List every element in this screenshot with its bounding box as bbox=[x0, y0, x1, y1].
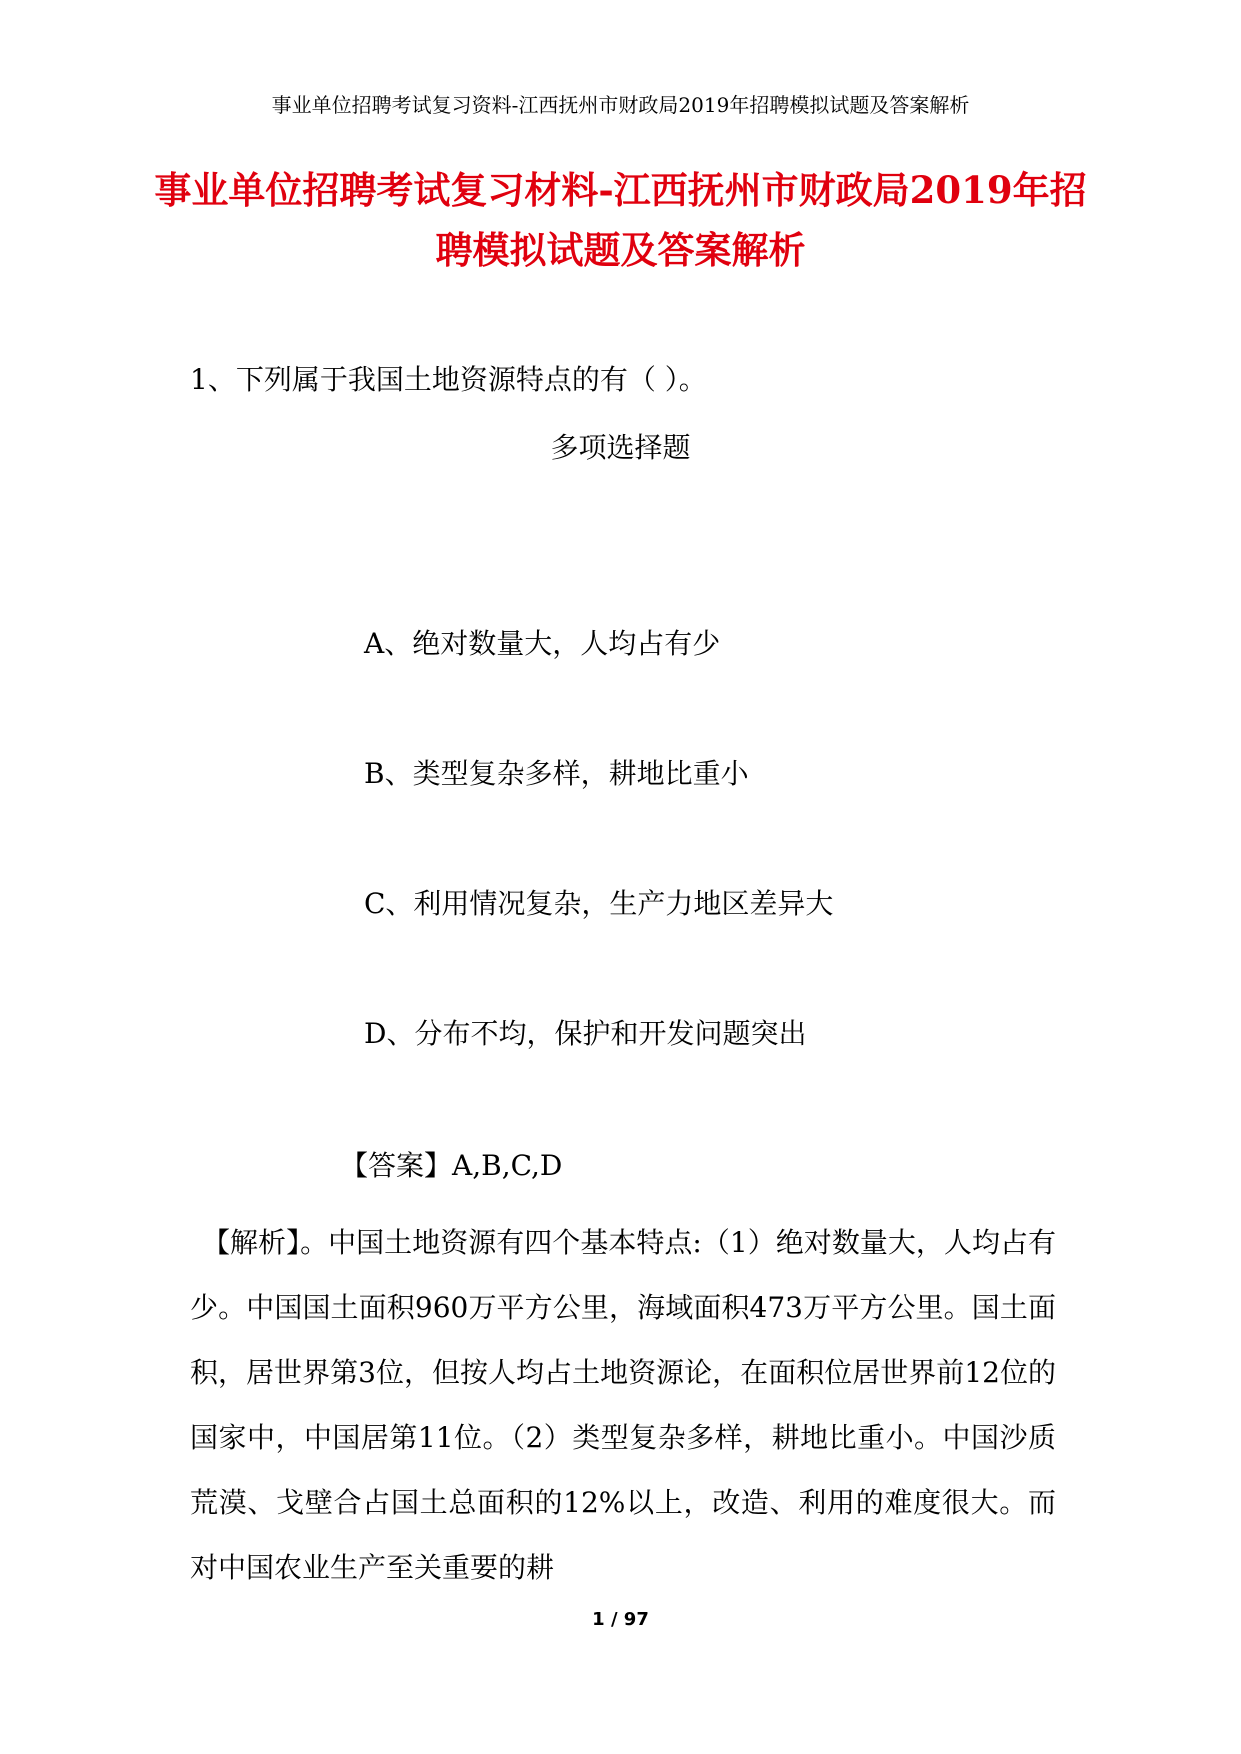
answer-line: 【答案】A,B,C,D bbox=[340, 1149, 563, 1182]
option-d: D、分布不均，保护和开发问题突出 bbox=[364, 1017, 807, 1050]
option-a: A、绝对数量大，人均占有少 bbox=[364, 627, 721, 660]
question-type: 多项选择题 bbox=[550, 431, 691, 464]
page-number: 1 / 97 bbox=[592, 1609, 649, 1630]
analysis-paragraph: 【解析】。中国土地资源有四个基本特点:（1）绝对数量大，人均占有少。中国国土面积960万平方公里，海域面积473万平方公里。国土面积，居世界第3位，但按人均占土地资源论，在面积位居世界前12位的国家中，中国居第11位。（2）类型复杂多样，耕地比重小。中国沙质荒漠、戈壁合占国土总面积的12%以上，改造、利用的难度很大。而对中国农业生产至关重要的耕 bbox=[190, 1226, 1056, 1584]
running-header: 事业单位招聘考试复习资料-江西抚州市财政局2019年招聘模拟试题及答案解析 bbox=[271, 93, 970, 117]
option-c: C、利用情况复杂，生产力地区差异大 bbox=[364, 887, 834, 920]
question-stem: 1、下列属于我国土地资源特点的有（ ）。 bbox=[190, 363, 707, 396]
option-b: B、类型复杂多样，耕地比重小 bbox=[364, 757, 749, 790]
document-title: 事业单位招聘考试复习材料-江西抚州市财政局2019年招聘模拟试题及答案解析 bbox=[154, 168, 1087, 272]
